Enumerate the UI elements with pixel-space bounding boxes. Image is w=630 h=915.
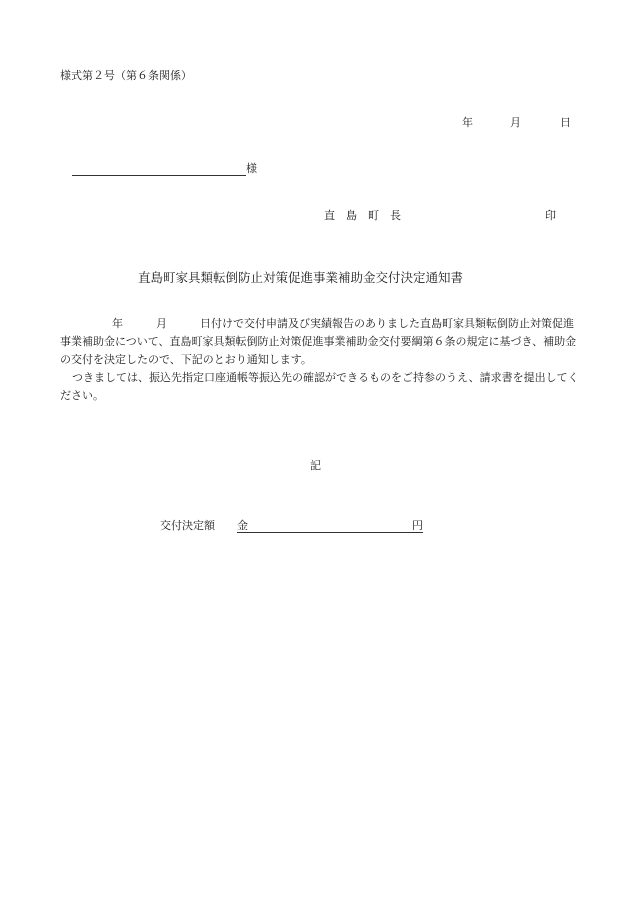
sender-name: 直 島 町 長 (324, 209, 401, 222)
document-title: 直島町家具類転倒防止対策促進事業補助金交付決定通知書 (138, 270, 464, 285)
grant-amount-line (160, 517, 423, 533)
addressee-suffix: 様 (246, 162, 257, 175)
amount-prefix: 金 (237, 519, 248, 532)
seal-mark: 印 (545, 209, 556, 222)
addressee-blank (72, 161, 246, 176)
date-day: 日 (560, 116, 571, 129)
body-text (60, 315, 580, 405)
form-number-label: 様式第２号（第６条関係） (60, 69, 192, 82)
date-year: 年 (462, 116, 473, 129)
amount-unit: 円 (412, 519, 423, 532)
grant-amount-field (237, 518, 423, 533)
grant-amount-label: 交付決定額 (160, 519, 215, 532)
body-paragraph-1: 年 月 日付けで交付申請及び実績報告のありました直島町家具類転倒防止対策促進事業補助金について、直島町家具類転倒防止対策促進事業補助金交付要綱第６条の規定に基づき、補助金の交付を決定したので、下記のとおり通知します。 (60, 317, 577, 366)
ki-heading: 記 (310, 459, 321, 472)
addressee-line (72, 160, 257, 176)
date-month: 月 (510, 116, 521, 129)
date-line (462, 114, 571, 130)
body-paragraph-2: つきましては、振込先指定口座通帳等振込先の確認ができるものをご持参のうえ、請求書を提出してください。 (60, 371, 579, 402)
